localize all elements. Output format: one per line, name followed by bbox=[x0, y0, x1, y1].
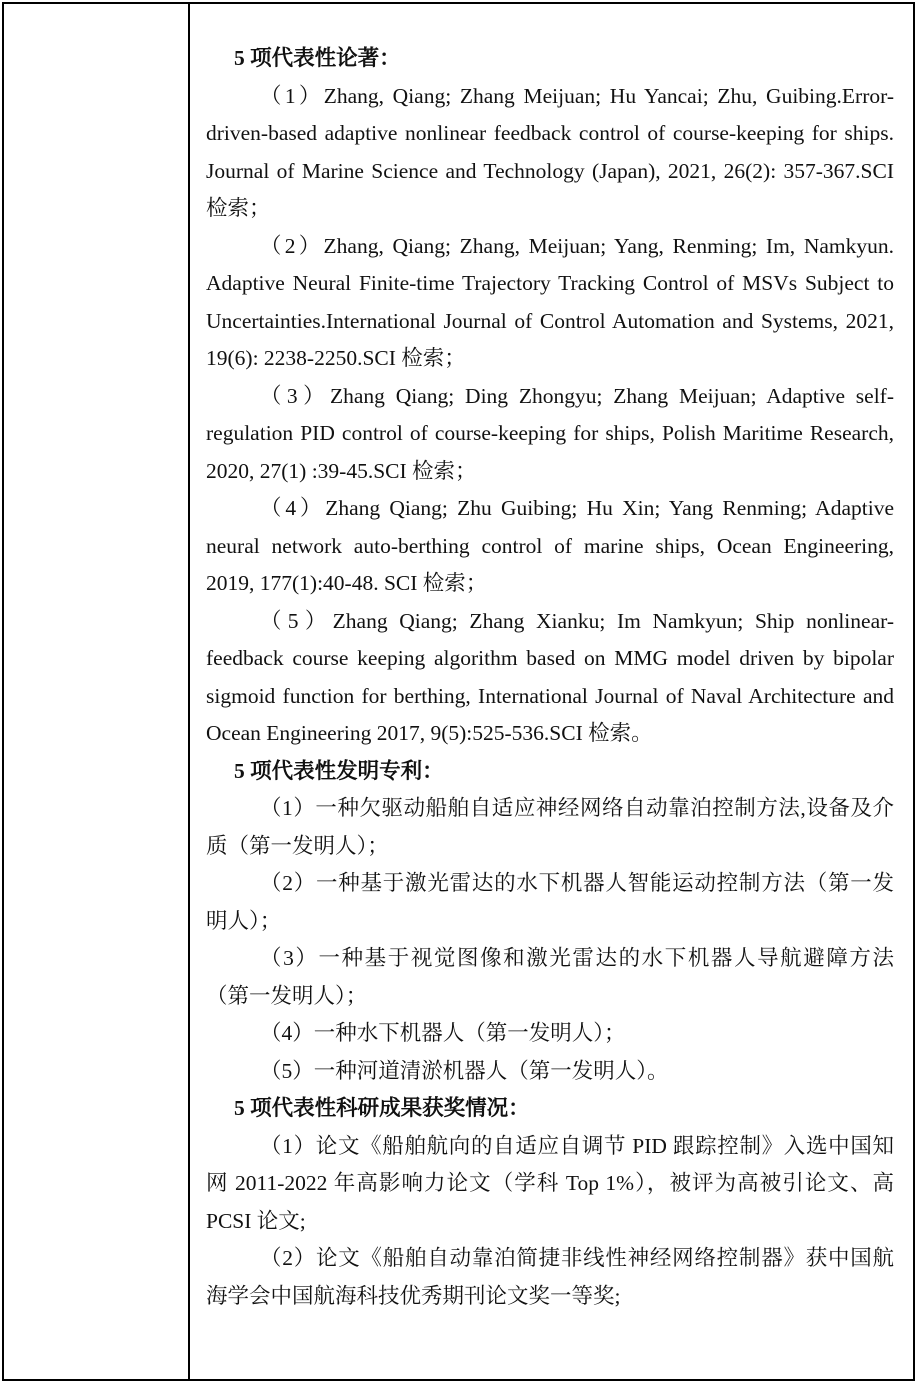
patent-item: （5）一种河道清淤机器人（第一发明人）。 bbox=[260, 1058, 669, 1083]
patent-item: （1）一种欠驱动船舶自适应神经网络自动靠泊控制方法,设备及介质（第一发明人）； bbox=[206, 796, 894, 858]
award-item: （1）论文《船舶航向的自适应自调节 PID 跟踪控制》入选中国知网 2011-2022 年高影响力论文（学科 Top 1%），被评为高被引论文、高 PCSI 论文; bbox=[206, 1133, 894, 1233]
award-item: （2）论文《船舶自动靠泊简捷非线性神经网络控制器》获中国航海学会中国航海科技优秀期刊论文奖一等奖; bbox=[206, 1246, 894, 1308]
paper-item: （2）Zhang, Qiang; Zhang, Meijuan; Yang, Renming; Im, Namkyun. Adaptive Neural Finite-time Trajectory Tracking Control of MSVs Subject to Uncertainties.International Journal of Control Automation and Systems, 2021, 19(6): 2238-2250.SCI 检索； bbox=[206, 233, 894, 370]
paper-item: （5）Zhang Qiang; Zhang Xianku; Im Namkyun; Ship nonlinear-feedback course keeping algorithm based on MMG model driven by bipolar sigmoid function for berthing, International Journal of Naval Architecture and Ocean Engineering 2017, 9(5):525-536.SCI 检索。 bbox=[206, 608, 894, 745]
patent-item: （4）一种水下机器人（第一发明人）； bbox=[260, 1021, 626, 1045]
paper-item: （1）Zhang, Qiang; Zhang Meijuan; Hu Yancai; Zhu, Guibing.Error-driven-based adaptive nonlinear feedback control of course-keeping for ships. Journal of Marine Science and Technology (Japan), 2021, 26(2): 357-367.SCI 检索； bbox=[206, 83, 894, 220]
patents-heading: 5 项代表性发明专利： bbox=[234, 758, 444, 783]
patent-item: （3）一种基于视觉图像和激光雷达的水下机器人导航避障方法（第一发明人）； bbox=[206, 946, 894, 1008]
achievements-cell bbox=[206, 40, 894, 1315]
papers-heading: 5 项代表性论著： bbox=[234, 46, 401, 70]
column-divider bbox=[188, 4, 190, 1379]
paper-item: （3）Zhang Qiang; Ding Zhongyu; Zhang Meijuan; Adaptive self-regulation PID control of course-keeping for ships, Polish Maritime Research, 2020, 27(1) :39-45.SCI 检索； bbox=[206, 383, 894, 483]
patent-item: （2）一种基于激光雷达的水下机器人智能运动控制方法（第一发明人）； bbox=[206, 871, 894, 933]
awards-heading: 5 项代表性科研成果获奖情况： bbox=[234, 1096, 530, 1120]
paper-item: （4）Zhang Qiang; Zhu Guibing; Hu Xin; Yang Renming; Adaptive neural network auto-berthing control of marine ships, Ocean Engineering, 2019, 177(1):40-48. SCI 检索； bbox=[206, 496, 894, 595]
